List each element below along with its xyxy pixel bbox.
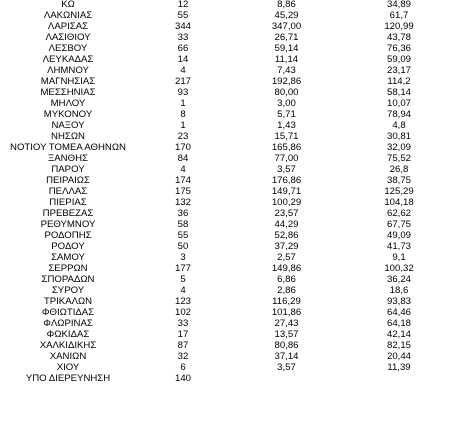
table-row [0, 241, 455, 252]
rate-cell: 100,32 [384, 263, 414, 274]
rate-cell: 62,62 [386, 208, 411, 219]
rate-cell: 4,8 [392, 120, 406, 131]
average-cell: 80,86 [274, 340, 299, 351]
region-cell: ΣΥΡΟΥ [51, 285, 85, 296]
region-cell: ΚΩ [61, 0, 75, 10]
average-cell: 101,86 [271, 307, 302, 318]
rate-cell [343, 373, 455, 384]
average-cell: 44,29 [274, 219, 299, 230]
average-cell: 80,00 [274, 87, 299, 98]
table-row [0, 274, 455, 285]
rate-cell: 120,99 [384, 21, 414, 32]
count-cell: 23 [177, 131, 189, 142]
rate-cell: 32,09 [386, 142, 411, 153]
rate-cell: 64,18 [386, 318, 411, 329]
rate-cell: 9,1 [392, 252, 406, 263]
count-cell: 84 [177, 153, 189, 164]
rate-cell: 20,44 [386, 351, 411, 362]
region-cell: ΜΗΛΟΥ [50, 98, 86, 109]
count-cell: 32 [177, 351, 189, 362]
region-cell: ΠΡΕΒΕΖΑΣ [42, 208, 94, 219]
count-cell: 55 [177, 10, 189, 21]
region-cell: ΝΗΣΩΝ [51, 131, 85, 142]
table-row [0, 65, 455, 76]
count-cell: 132 [174, 197, 191, 208]
rate-cell: 104,18 [384, 197, 414, 208]
table-row [0, 263, 455, 274]
average-cell: 116,29 [272, 296, 301, 307]
table-row [0, 351, 455, 362]
rate-cell: 58,14 [386, 87, 411, 98]
rate-cell: 41,73 [386, 241, 411, 252]
count-cell: 177 [174, 263, 191, 274]
count-cell: 174 [174, 175, 191, 186]
rate-cell: 36,24 [386, 274, 411, 285]
table-row [0, 120, 455, 131]
region-cell: ΛΕΥΚΑΔΑΣ [42, 54, 94, 65]
count-cell: 4 [180, 285, 186, 296]
count-cell: 5 [180, 274, 186, 285]
count-cell: 87 [177, 340, 189, 351]
region-cell: ΤΡΙΚΑΛΩΝ [43, 296, 93, 307]
average-cell: 13,57 [274, 329, 299, 340]
region-cell: ΥΠΟ ΔΙΕΡΕΥΝΗΣΗ [25, 373, 111, 384]
rate-cell: 30,81 [386, 131, 411, 142]
region-cell: ΛΑΚΩΝΙΑΣ [43, 10, 93, 21]
region-cell: ΛΑΣΙΘΙΟΥ [45, 32, 91, 43]
count-cell: 140 [174, 373, 191, 384]
region-cell: ΡΟΔΟΠΗΣ [44, 230, 92, 241]
count-cell: 33 [177, 32, 189, 43]
count-cell: 4 [180, 65, 186, 76]
average-cell: 2,57 [277, 252, 296, 263]
count-cell: 102 [174, 307, 191, 318]
count-cell: 12 [177, 0, 189, 10]
average-cell: 26,71 [274, 32, 299, 43]
average-cell: 3,57 [277, 164, 296, 175]
region-cell: ΛΗΜΝΟΥ [47, 65, 89, 76]
region-cell: ΣΕΡΡΩΝ [48, 263, 88, 274]
average-cell: 8,86 [277, 0, 296, 10]
rate-cell: 61,7 [389, 10, 409, 21]
rate-cell: 43,78 [386, 32, 411, 43]
table-row [0, 131, 455, 142]
region-cell: ΝΟΤΙΟΥ ΤΟΜΕΑ ΑΘΗΝΩΝ [10, 142, 126, 153]
average-cell [230, 373, 343, 384]
table-row [0, 142, 455, 153]
rate-cell: 26,8 [389, 164, 409, 175]
table-row [0, 76, 455, 87]
table-row [0, 318, 455, 329]
average-cell: 37,14 [274, 351, 299, 362]
count-cell: 8 [180, 109, 186, 120]
average-cell: 149,71 [271, 186, 302, 197]
region-cell: ΠΑΡΟΥ [51, 164, 85, 175]
table-row [0, 373, 455, 384]
table-row [0, 230, 455, 241]
region-cell: ΧΙΟΥ [56, 362, 80, 373]
average-cell: 37,29 [274, 241, 299, 252]
count-cell: 1 [180, 120, 186, 131]
table-row [0, 329, 455, 340]
average-cell: 27,43 [274, 318, 299, 329]
count-cell: 50 [177, 241, 189, 252]
table-row [0, 175, 455, 186]
table-row [0, 307, 455, 318]
region-cell: ΣΠΟΡΑΔΩΝ [41, 274, 95, 285]
count-cell: 66 [177, 43, 189, 54]
count-cell: 344 [174, 21, 191, 32]
region-cell: ΧΑΝΙΩΝ [49, 351, 87, 362]
count-cell: 4 [180, 164, 186, 175]
table-row [0, 87, 455, 98]
rate-cell: 125,29 [384, 186, 414, 197]
region-cell: ΦΘΙΩΤΙΔΑΣ [41, 307, 95, 318]
rate-cell: 49,09 [386, 230, 411, 241]
table-row [0, 186, 455, 197]
table-row [0, 0, 455, 10]
rate-cell: 38,75 [386, 175, 411, 186]
region-cell: ΛΑΡΙΣΑΣ [47, 21, 89, 32]
table-row [0, 362, 455, 373]
rate-cell: 10,07 [386, 98, 411, 109]
rate-cell: 59,09 [386, 54, 411, 65]
region-cell: ΛΕΣΒΟΥ [48, 43, 88, 54]
count-cell: 3 [180, 252, 186, 263]
count-cell: 123 [174, 296, 191, 307]
region-cell: ΞΑΝΘΗΣ [48, 153, 88, 164]
count-cell: 93 [177, 87, 189, 98]
table-row [0, 43, 455, 54]
rate-cell: 75,52 [386, 153, 411, 164]
region-cell: ΜΕΣΣΗΝΙΑΣ [40, 87, 96, 98]
average-cell: 6,86 [277, 274, 296, 285]
average-cell: 23,57 [274, 208, 299, 219]
region-cell: ΣΑΜΟΥ [51, 252, 85, 263]
average-cell: 7,43 [277, 65, 296, 76]
average-cell: 347,00 [271, 21, 302, 32]
region-cell: ΠΙΕΡΙΑΣ [49, 197, 87, 208]
region-cell: ΜΑΓΝΗΣΙΑΣ [40, 76, 96, 87]
average-cell: 45,29 [274, 10, 299, 21]
rate-cell: 76,36 [386, 43, 411, 54]
table-row [0, 164, 455, 175]
count-cell: 1 [180, 98, 186, 109]
count-cell: 6 [180, 362, 186, 373]
average-cell: 59,14 [274, 43, 299, 54]
region-cell: ΡΟΔΟΥ [51, 241, 85, 252]
region-cell: ΝΑΞΟΥ [51, 120, 85, 131]
rate-cell: 64,46 [386, 307, 411, 318]
region-cell: ΠΕΙΡΑΙΩΣ [46, 175, 90, 186]
count-cell: 14 [177, 54, 189, 65]
table-row [0, 32, 455, 43]
average-cell: 1,43 [277, 120, 296, 131]
table-row [0, 10, 455, 21]
count-cell: 55 [177, 230, 189, 241]
rate-cell: 67,75 [386, 219, 411, 230]
count-cell: 33 [177, 318, 189, 329]
count-cell: 170 [174, 142, 191, 153]
table-row [0, 285, 455, 296]
average-cell: 3,00 [277, 98, 296, 109]
region-cell: ΜΥΚΟΝΟΥ [43, 109, 93, 120]
average-cell: 11,14 [274, 54, 299, 65]
count-cell: 17 [177, 329, 189, 340]
region-cell: ΠΕΛΛΑΣ [48, 186, 88, 197]
average-cell: 5,71 [277, 109, 296, 120]
average-cell: 149,86 [271, 263, 302, 274]
table-row [0, 197, 455, 208]
average-cell: 15,71 [274, 131, 299, 142]
rate-cell: 18,6 [389, 285, 409, 296]
count-cell: 36 [177, 208, 189, 219]
average-cell: 100,29 [271, 197, 302, 208]
rate-cell: 93,83 [386, 296, 411, 307]
rate-cell: 23,17 [386, 65, 411, 76]
table-row [0, 153, 455, 164]
average-cell: 165,86 [271, 142, 302, 153]
average-cell: 192,86 [271, 76, 302, 87]
average-cell: 176,86 [271, 175, 302, 186]
table-row [0, 98, 455, 109]
region-cell: ΦΩΚΙΔΑΣ [46, 329, 90, 340]
table-row [0, 208, 455, 219]
table-row [0, 219, 455, 230]
table-row [0, 252, 455, 263]
average-cell: 77,00 [274, 153, 299, 164]
region-cell: ΦΛΩΡΙΝΑΣ [43, 318, 93, 329]
table-row [0, 21, 455, 32]
region-cell: ΧΑΛΚΙΔΙΚΗΣ [39, 340, 97, 351]
rate-cell: 42,14 [386, 329, 411, 340]
count-cell: 175 [174, 186, 191, 197]
rate-cell: 34,89 [386, 0, 411, 10]
rate-cell: 78,94 [386, 109, 411, 120]
table-row [0, 296, 455, 307]
average-cell: 2,86 [277, 285, 296, 296]
count-cell: 217 [174, 76, 191, 87]
table-row [0, 109, 455, 120]
rate-cell: 114,2 [387, 76, 411, 87]
average-cell: 52,86 [274, 230, 299, 241]
average-cell: 3,57 [277, 362, 296, 373]
table-row [0, 54, 455, 65]
region-cell: ΡΕΘΥΜΝΟΥ [40, 219, 96, 230]
count-cell: 58 [177, 219, 189, 230]
rate-cell: 82,15 [386, 340, 411, 351]
table-row [0, 340, 455, 351]
rate-cell: 11,39 [387, 362, 411, 373]
